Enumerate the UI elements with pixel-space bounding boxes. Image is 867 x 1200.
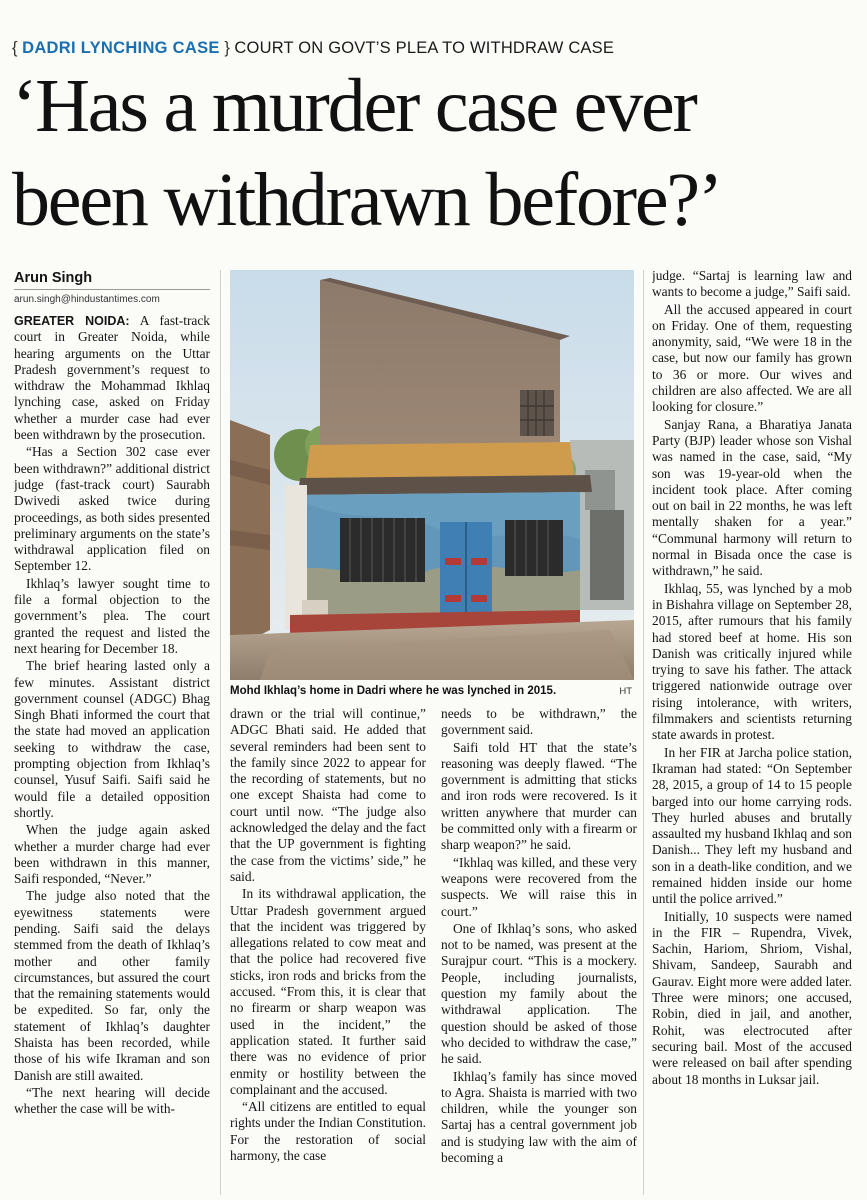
paragraph: Saifi told HT that the state’s reasoning was deeply flawed. “The government is admitting that sticks and iron rods were recovered. Is it written anywhere that murder can be committed only with a firearm or sharp weapon?” he said. (441, 739, 637, 853)
paragraph: One of Ikhlaq’s sons, who asked not to be named, was present at the Surajpur court. “This is a mockery. People, including journalists, question my family about the withdrawal application. The question should be asked of those who decided to withdraw the case,” he said. (441, 920, 637, 1067)
paragraph: needs to be withdrawn,” the government said. (441, 706, 637, 738)
paragraph: Ikhlaq’s family has since moved to Agra. Shaista is married with two children, while the younger son Sartaj has a central government job and is studying law with the aim of becoming a (441, 1068, 637, 1166)
column-divider (643, 270, 644, 1195)
paragraph: Sanjay Rana, a Bharatiya Janata Party (BJP) leader whose son Vishal was named in the case, said, “My son was 19-year-old when the incident took place. After coming out on bail in 22 months, he was left mentally shaken for a year.” “Communal harmony will return to normal in Bisada once the case is withdrawn,” he said. (652, 416, 852, 579)
kicker-subhead: COURT ON GOVT’S PLEA TO WITHDRAW CASE (234, 39, 615, 57)
kicker-open-brace: { (12, 39, 18, 57)
paragraph: When the judge again asked whether a murder charge had ever been withdrawn in this manner, Saifi responded, “Never.” (14, 822, 210, 887)
paragraph: All the accused appeared in court on Friday. One of them, requesting anonymity, said, “We were 18 in the case, but now our family has grown to 36 or more. Our wives and children are also affected. We are all looking for closure.” (652, 301, 852, 415)
story-kicker (12, 36, 614, 60)
author-name: Arun Singh (14, 270, 210, 290)
kicker-close-brace: } (224, 39, 230, 57)
caption-text: Mohd Ikhlaq’s home in Dadri where he was lynched in 2015. (230, 685, 557, 697)
kicker-tag: DADRI LYNCHING CASE (22, 39, 220, 57)
headline-line-1: ‘Has a murder case ever (12, 64, 696, 148)
paragraph: The brief hearing lasted only a few minutes. Assistant district government counsel (ADGC) Bhag Singh Bhati informed the court that the state had moved an application seeking to withdraw the case, prompting objection from Ikhlaq’s counsel, Yusuf Saifi. Saifi said he would file a detailed opposition shortly. (14, 658, 210, 820)
paragraph: In its withdrawal application, the Uttar Pradesh government argued that the incident was triggered by allegations related to cow meat and that the police had recovered five sticks, iron rods and bricks from the accused. “From this, it is clear that no firearm or sharp weapon was used in the incident,” the application stated. It further said there was no evidence of prior enmity or hostility between the complainant and the accused. (230, 886, 426, 1097)
photo-caption (230, 685, 634, 697)
paragraph: Ikhlaq, 55, was lynched by a mob in Bishahra village on September 28, 2015, after rumours that his family had stored beef at home. His son Danish was critically injured while trying to save his father. The attack triggered nationwide outrage over rising intolerance, with writers, filmmakers and scientists returning state awards in protest. (652, 580, 852, 743)
byline (14, 270, 210, 305)
paragraph: judge. “Sartaj is learning law and wants to become a judge,” Saifi said. (652, 268, 852, 300)
paragraph: “Has a Section 302 case ever been withdrawn?” additional district judge (fast-track court) Saurabh Dwivedi asked twice during proceedings, as both sides presented preliminary arguments on the state’s withdrawal application filed on September 12. (14, 444, 210, 574)
paragraph: The judge also noted that the eyewitness statements were pending. Saifi said the delays stemmed from the death of Ikhlaq’s mother and other family circumstances, but assured the court that the remaining statements would be expedited. So far, only the statement of Ikhlaq’s daughter Shaista has been recorded, while those of his wife Ikraman and son Danish are still awaited. (14, 888, 210, 1083)
lead-paragraph (14, 313, 210, 443)
paragraph: Initially, 10 suspects were named in the FIR – Rupendra, Vivek, Sachin, Hariom, Shriom, Vishal, Shivam, Sandeep, Saurabh and Gaurav. Eight more were added later. Three were minors; one accused, Robin, died in jail, and another, Rohit, was electrocuted after securing bail. Most of the accused were released on bail after spending about 18 months in Luksar jail. (652, 908, 852, 1087)
article-column-4 (652, 268, 852, 1194)
column-divider (220, 270, 221, 1195)
paragraph: “The next hearing will decide whether the case will be with- (14, 1084, 210, 1117)
author-email: arun.singh@hindustantimes.com (14, 294, 160, 305)
article-column-2 (230, 706, 426, 1194)
headline-line-2: been withdrawn before?’ (12, 158, 722, 242)
paragraph: “All citizens are entitled to equal rights under the Indian Constitution. For the restoration of social harmony, the case (230, 1099, 426, 1164)
dateline: GREATER NOIDA: (14, 314, 130, 328)
article-column-1 (14, 313, 210, 1193)
paragraph: drawn or the trial will continue,” ADGC Bhati said. He added that several reminders had been sent to the family since 2022 to appear for the recording of statements, but no one except Shaista had come to court until now. “The judge also acknowledged the delay and the fact that the UP government is fighting the case from the victims’ side,” he said. (230, 706, 426, 884)
house-photo (230, 270, 634, 680)
photo-credit: HT (619, 686, 632, 697)
paragraph: In her FIR at Jarcha police station, Ikraman had stated: “On September 28, 2015, a group of 14 to 15 people barged into our home carrying rods. They hurled abuses and brutally assaulted my husband Ikhlaq and son Danish... They left my husband and son in a death-like condition, and we remained hidden inside our home until the police arrived.” (652, 744, 852, 907)
headline (12, 60, 862, 248)
article-column-3 (441, 706, 637, 1194)
paragraph: Ikhlaq’s lawyer sought time to file a formal objection to the government’s plea. The court granted the request and listed the next hearing for December 18. (14, 575, 210, 656)
paragraph-text: A fast-track court in Greater Noida, while hearing arguments on the Uttar Pradesh government’s request to withdraw the Mohammad Ikhlaq lynching case, asked on Friday whether a murder case had ever been withdrawn by the prosecution. (14, 313, 210, 443)
paragraph: “Ikhlaq was killed, and these very weapons were recovered from the suspects. We will raise this in court.” (441, 854, 637, 919)
